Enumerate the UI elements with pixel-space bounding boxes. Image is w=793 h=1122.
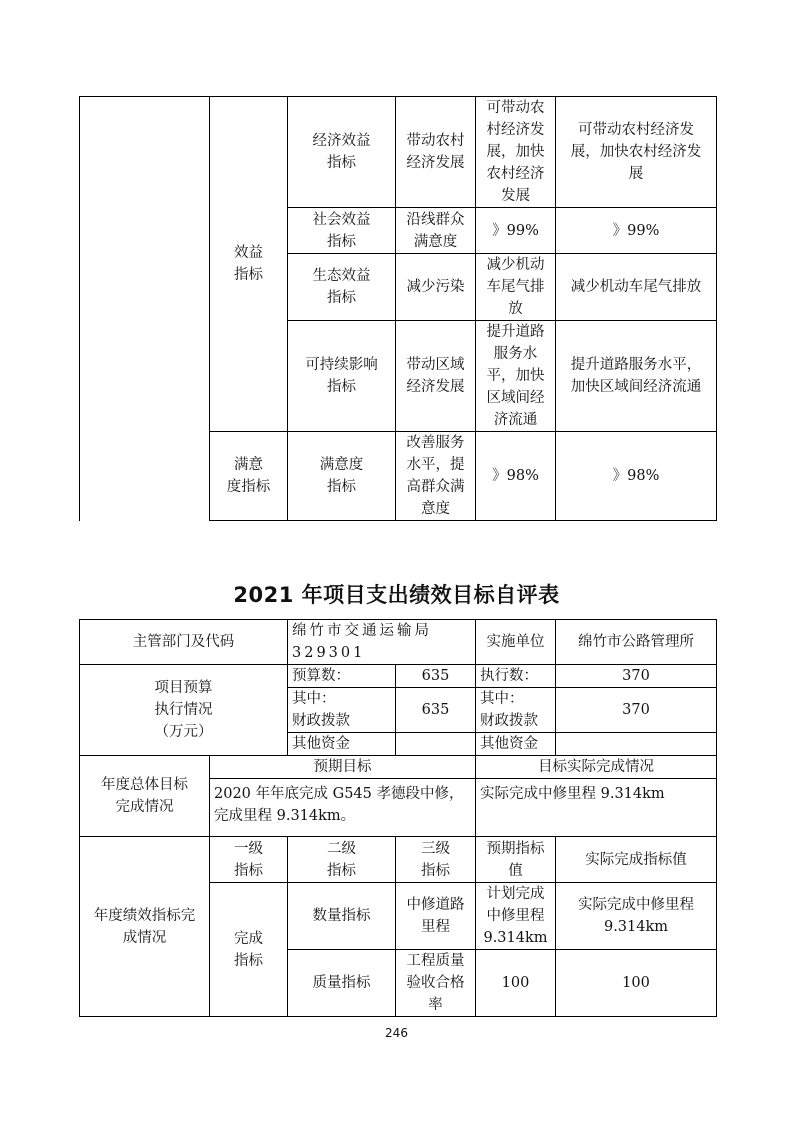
- expected-cell: 可带动农 村经济发 展，加快 农村经济 发展: [476, 97, 556, 208]
- expected-cell: 提升道路 服务水 平，加快 区域间经 济流通: [476, 321, 556, 432]
- benefit-indicators-table: [79, 96, 717, 521]
- self-evaluation-table: [79, 619, 717, 1017]
- budget-label: 项目预算 执行情况 （万元）: [80, 665, 288, 756]
- l2-cell: 生态效益 指标: [288, 254, 396, 321]
- of-which-exec: 370: [556, 688, 717, 733]
- actual-goal: 实际完成中修里程 9.314km: [476, 779, 717, 837]
- actual-cell: 减少机动车尾气排放: [556, 254, 717, 321]
- impl-label: 实施单位: [476, 620, 556, 665]
- l2-cell: 社会效益 指标: [288, 208, 396, 254]
- of-which-exec-label: 其中： 财政拨款: [476, 688, 556, 733]
- expected-cell: 减少机动 车尾气排 放: [476, 254, 556, 321]
- l3-cell: 沿线群众 满意度: [396, 208, 476, 254]
- dept-value: 绵竹市交通运输局 329301: [288, 620, 476, 665]
- other-funds-exec: [556, 733, 717, 756]
- l2-cell: 可持续影响 指标: [288, 321, 396, 432]
- of-which-budget: 635: [396, 688, 476, 733]
- l2-cell: 经济效益 指标: [288, 97, 396, 208]
- budget-amount: 635: [396, 665, 476, 688]
- header-l2: 二级 指标: [288, 837, 396, 883]
- actual-goal-header: 目标实际完成情况: [476, 756, 717, 779]
- other-funds-budget: [396, 733, 476, 756]
- dept-label: 主管部门及代码: [80, 620, 288, 665]
- expected-goal-header: 预期目标: [210, 756, 476, 779]
- impl-value: 绵竹市公路管理所: [556, 620, 717, 665]
- expected-cell: 》99%: [476, 208, 556, 254]
- budget-amount-label: 预算数：: [288, 665, 396, 688]
- actual-cell: 》99%: [556, 208, 717, 254]
- expected-cell: 100: [476, 950, 556, 1017]
- l3-cell: 工程质量 验收合格 率: [396, 950, 476, 1017]
- l3-cell: 减少污染: [396, 254, 476, 321]
- header-actual: 实际完成指标值: [556, 837, 717, 883]
- l3-cell: 中修道路 里程: [396, 883, 476, 950]
- expected-goal: 2020 年年底完成 G545 孝德段中修， 完成里程 9.314km。: [210, 779, 476, 837]
- l3-cell: 带动区域 经济发展: [396, 321, 476, 432]
- header-l3: 三级 指标: [396, 837, 476, 883]
- l2-cell: 数量指标: [288, 883, 396, 950]
- header-l1: 一级 指标: [210, 837, 288, 883]
- form-title: 2021 年项目支出绩效目标自评表: [233, 583, 560, 607]
- satisfaction-l3-cell: 改善服务 水平，提 高群众满 意度: [396, 432, 476, 521]
- expected-cell: 计划完成 中修里程 9.314km: [476, 883, 556, 950]
- satisfaction-expected-cell: 》98%: [476, 432, 556, 521]
- header-expected: 预期指标 值: [476, 837, 556, 883]
- exec-amount: 370: [556, 665, 717, 688]
- satisfaction-l1-cell: 满意 度指标: [210, 432, 288, 521]
- completion-label: 完成 指标: [210, 883, 288, 1017]
- actual-cell: 100: [556, 950, 717, 1017]
- l3-cell: 带动农村 经济发展: [396, 97, 476, 208]
- of-which-label: 其中： 财政拨款: [288, 688, 396, 733]
- goal-label: 年度总体目标 完成情况: [80, 756, 210, 837]
- other-funds-exec-label: 其他资金: [476, 733, 556, 756]
- actual-cell: 实际完成中修里程 9.314km: [556, 883, 717, 950]
- page-number: 246: [385, 1026, 408, 1040]
- benefit-group-label: 效益 指标: [210, 97, 288, 432]
- blank-left-column: [80, 97, 210, 521]
- actual-cell: 提升道路服务水平， 加快区域间经济流通: [556, 321, 717, 432]
- other-funds-label: 其他资金: [288, 733, 396, 756]
- actual-cell: 可带动农村经济发 展，加快农村经济发 展: [556, 97, 717, 208]
- satisfaction-l2-cell: 满意度 指标: [288, 432, 396, 521]
- satisfaction-actual-cell: 》98%: [556, 432, 717, 521]
- l2-cell: 质量指标: [288, 950, 396, 1017]
- exec-amount-label: 执行数：: [476, 665, 556, 688]
- perf-label: 年度绩效指标完 成情况: [80, 837, 210, 1017]
